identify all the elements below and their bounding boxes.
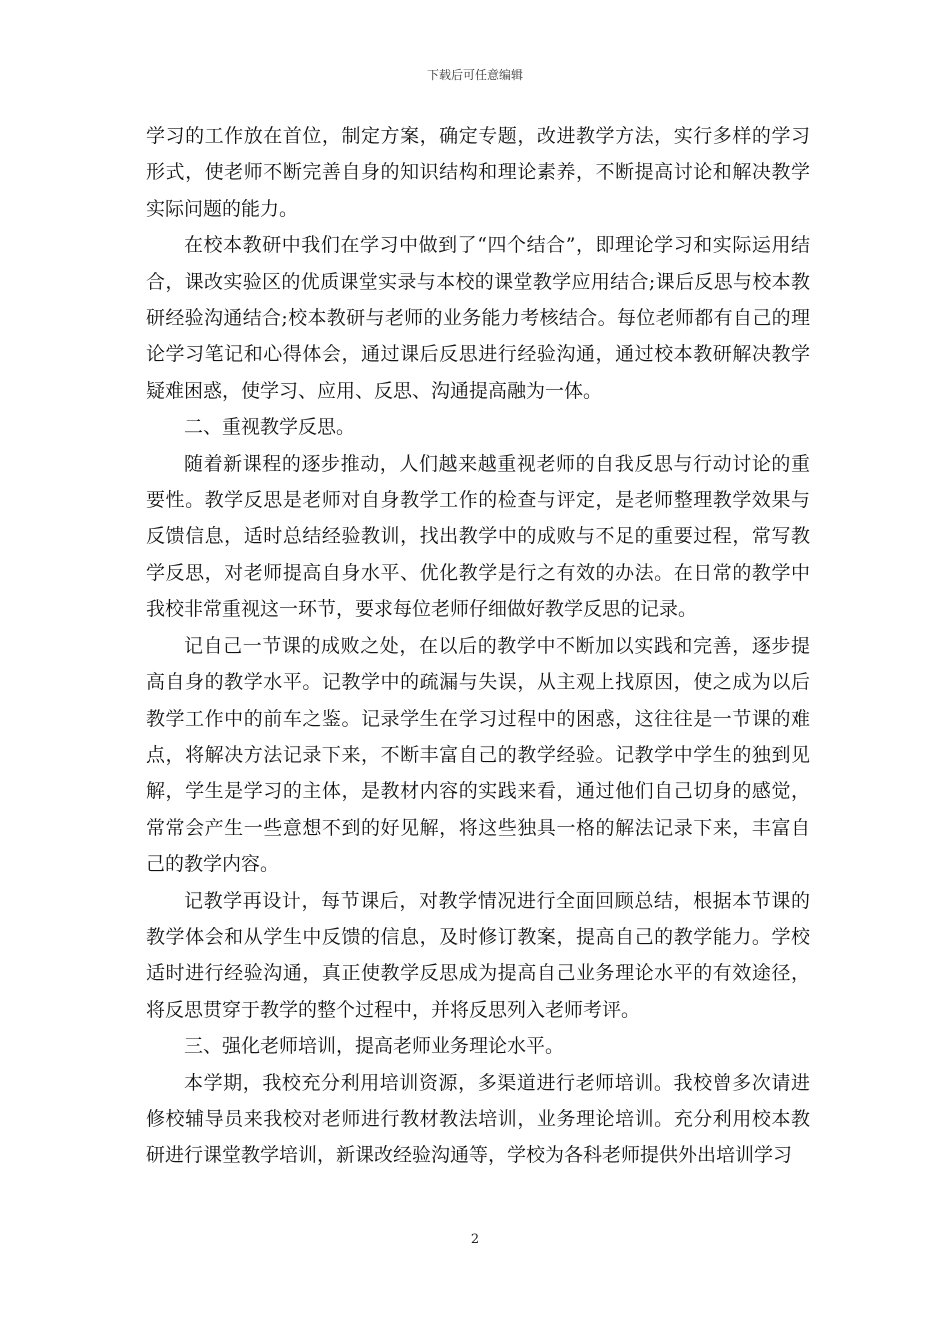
paragraph-four-combinations: 在校本教研中我们在学习中做到了“四个结合”，即理论学习和实际运用结合，课改实验区的优质课堂实录与本校的课堂教学应用结合;课后反思与校本教研经验沟通结合;校本教研与老师的业务能力考核结合。每位老师都有自己的理论学习笔记和心得体会，通过课后反思进行经验沟通，通过校本教研解决教学疑难困惑，使学习、应用、反思、沟通提高融为一体。 [146,234,810,402]
paragraph-training-resources: 本学期，我校充分利用培训资源，多渠道进行老师培训。我校曾多次请进修校辅导员来我校对老师进行教材教法培训，业务理论培训。充分利用校本教研进行课堂教学培训，新课改经验沟通等，学校为各科老师提供外出培训学习 [146,1071,810,1167]
paragraph-record-lessons: 记自己一节课的成败之处，在以后的教学中不断加以实践和完善，逐步提高自身的教学水平。记教学中的疏漏与失误，从主观上找原因，使之成为以后教学工作中的前车之鉴。记录学生在学习过程中的困惑，这往往是一节课的难点，将解决方法记录下来，不断丰富自己的教学经验。记教学中学生的独到见解，学生是学习的主体，是教材内容的实践来看，通过他们自己切身的感觉，常常会产生一些意想不到的好见解，将这些独具一格的解法记录下来，丰富自己的教学内容。 [146,634,810,876]
page-number: 2 [470,1232,480,1247]
section-heading-teaching-reflection: 二、重视教学反思。 [184,416,356,439]
paragraph-continued: 学习的工作放在首位，制定方案，确定专题，改进教学方法，实行多样的学习形式，使老师不断完善自身的知识结构和理论素养，不断提高讨论和解决教学实际问题的能力。 [146,125,810,220]
page-header: 下载后可任意编辑 [426,68,523,82]
document-body [146,118,810,1174]
paragraph-reflection-importance: 随着新课程的逐步推动，人们越来越重视老师的自我反思与行动讨论的重要性。教学反思是老师对自身教学工作的检查与评定，是老师整理教学效果与反馈信息，适时总结经验教训，找出教学中的成败与不足的重要过程，常写教学反思，对老师提高自身水平、优化教学是行之有效的办法。在日常的教学中我校非常重视这一环节，要求每位老师仔细做好教学反思的记录。 [146,452,810,621]
paragraph-redesign: 记教学再设计，每节课后，对教学情况进行全面回顾总结，根据本节课的教学体会和从学生中反馈的信息，及时修订教案，提高自己的教学能力。学校适时进行经验沟通，真正使教学反思成为提高自己业务理论水平的有效途径，将反思贯穿于教学的整个过程中，并将反思列入老师考评。 [146,889,810,1021]
section-heading-teacher-training: 三、强化老师培训，提高老师业务理论水平。 [184,1035,565,1058]
